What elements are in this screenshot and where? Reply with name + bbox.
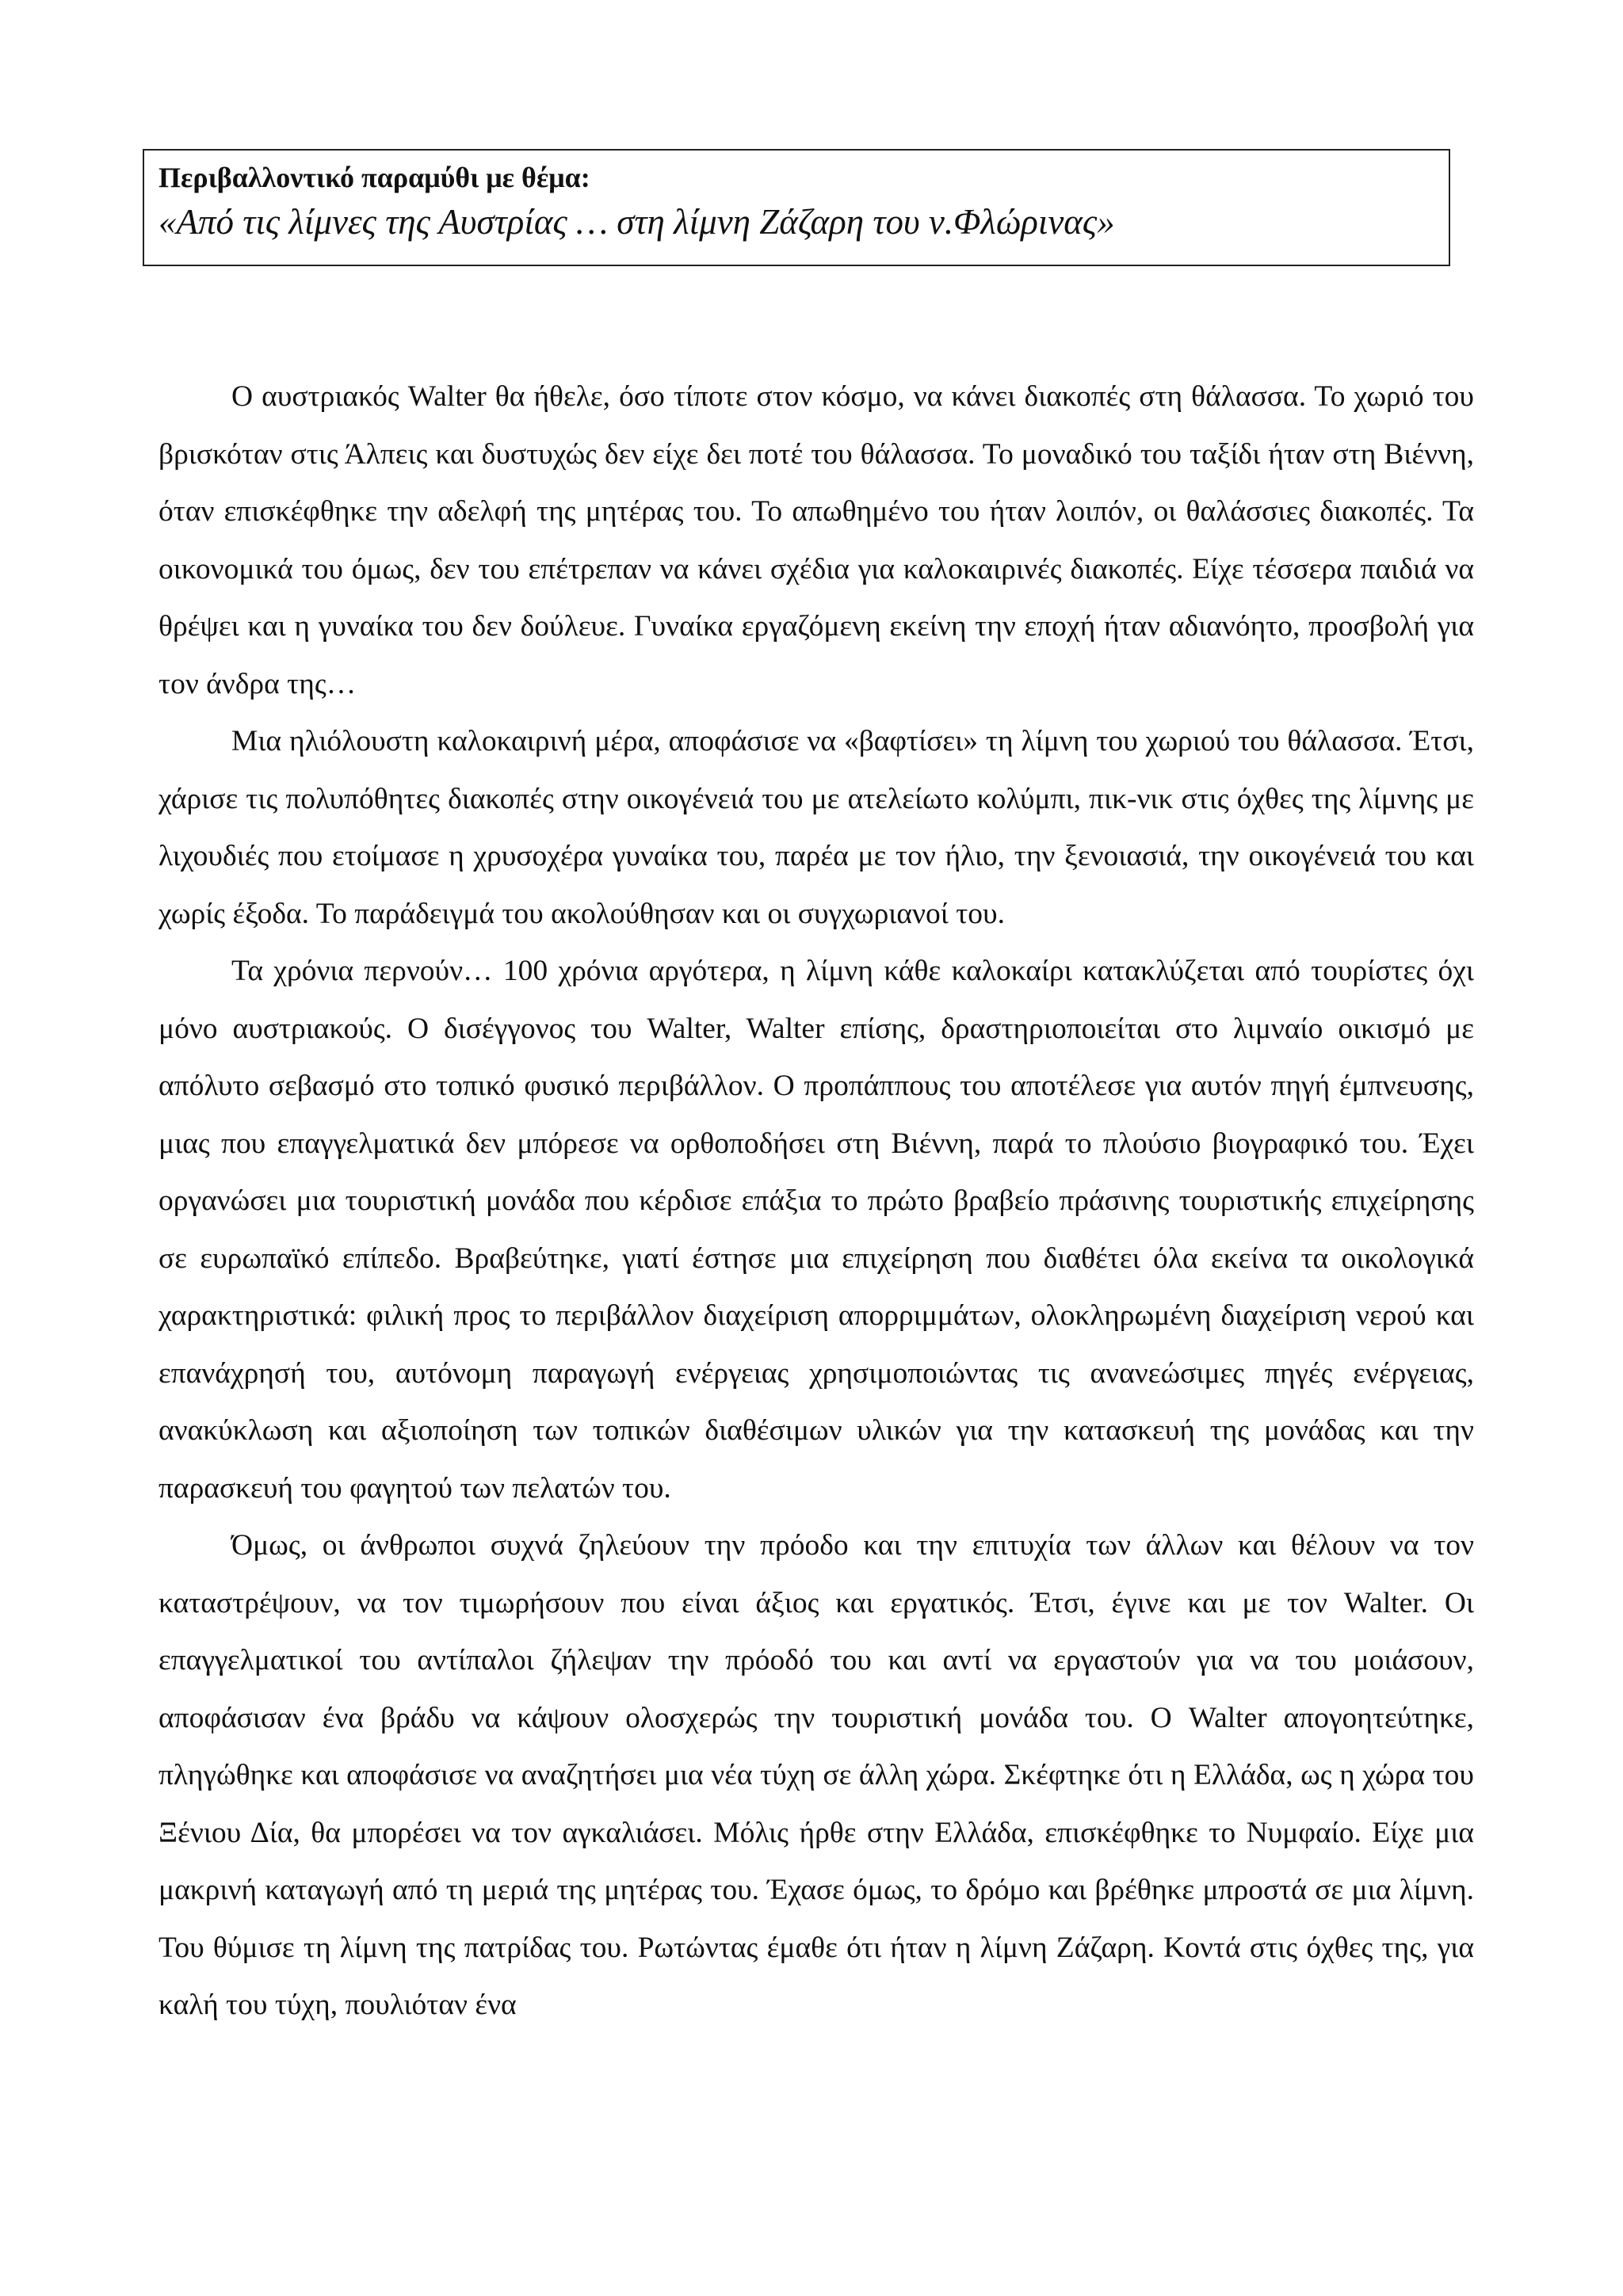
paragraph-2: Μια ηλιόλουστη καλοκαιρινή μέρα, αποφάσισε να «βαφτίσει» τη λίμνη του χωριού του θάλασσα. Έτσι, χάρισε τις πολυπόθητες διακοπές στην οικογένειά του με ατελείωτο κολύμπι, πικ-νικ στις όχθες της λίμνης με λιχουδιές που ετοίμασε η χρυσοχέρα γυναίκα του, παρέα με τον ήλιο, την ξενοιασιά, την οικογένειά του και χωρίς έξοδα. Το παράδειγμά του ακολούθησαν και οι συγχωριανοί του. [158,725,1474,930]
story-body [158,368,1474,2035]
paragraph-3: Τα χρόνια περνούν… 100 χρόνια αργότερα, η λίμνη κάθε καλοκαίρι κατακλύζεται από τουρίστες όχι μόνο αυστριακούς. Ο δισέγγονος του Walter, Walter επίσης, δραστηριοποιείται στο λιμναίο οικισμό με απόλυτο σεβασμό στο τοπικό φυσικό περιβάλλον. Ο προπάππους του αποτέλεσε για αυτόν πηγή έμπνευσης, μιας που επαγγελματικά δεν μπόρεσε να ορθοποδήσει στη Βιέννη, παρά το πλούσιο βιογραφικό του. Έχει οργανώσει μια τουριστική μονάδα που κέρδισε επάξια το πρώτο βραβείο πράσινης τουριστικής επιχείρησης σε ευρωπαϊκό επίπεδο. Βραβεύτηκε, γιατί έστησε μια επιχείρηση που διαθέτει όλα εκείνα τα οικολογικά χαρακτηριστικά: φιλική προς το περιβάλλον διαχείριση απορριμμάτων, ολοκληρωμένη διαχείριση νερού και επανάχρησή του, αυτόνομη παραγωγή ενέργειας χρησιμοποιώντας τις ανανεώσιμες πηγές ενέργειας, ανακύκλωση και αξιοποίηση των τοπικών διαθέσιμων υλικών για την κατασκευή της μονάδας και την παρασκευή του φαγητού των πελατών του. [158,955,1474,1505]
title-box [143,149,1450,266]
paragraph-4: Όμως, οι άνθρωποι συχνά ζηλεύουν την πρόοδο και την επιτυχία των άλλων και θέλουν να τον καταστρέψουν, να τον τιμωρήσουν που είναι άξιος και εργατικός. Έτσι, έγινε και με τον Walter. Οι επαγγελματικοί του αντίπαλοι ζήλεψαν την πρόοδό του και αντί να εργαστούν για να του μοιάσουν, αποφάσισαν ένα βράδυ να κάψουν ολοσχερώς την τουριστική μονάδα του. Ο Walter απογοητεύτηκε, πληγώθηκε και αποφάσισε να αναζητήσει μια νέα τύχη σε άλλη χώρα. Σκέφτηκε ότι η Ελλάδα, ως η χώρα του Ξένιου Δία, θα μπορέσει να τον αγκαλιάσει. Μόλις ήρθε στην Ελλάδα, επισκέφθηκε το Νυμφαίο. Είχε μια μακρινή καταγωγή από τη μεριά της μητέρας του. Έχασε όμως, το δρόμο και βρέθηκε μπροστά σε μια λίμνη. Του θύμισε τη λίμνη της πατρίδας του. Ρωτώντας έμαθε ότι ήταν η λίμνη Ζάζαρη. Κοντά στις όχθες της, για καλή του τύχη, πουλιόταν ένα [158,1529,1474,2021]
story-title: «Από τις λίμνες της Αυστρίας … στη λίμνη Ζάζαρη του ν.Φλώρινας» [158,202,1115,242]
title-label: Περιβαλλοντικό παραμύθι με θέμα: [158,162,590,193]
paragraph-1: Ο αυστριακός Walter θα ήθελε, όσο τίποτε στον κόσμο, να κάνει διακοπές στη θάλασσα. Το χωριό του βρισκόταν στις Άλπεις και δυστυχώς δεν είχε δει ποτέ του θάλασσα. Το μοναδικό του ταξίδι ήταν στη Βιέννη, όταν επισκέφθηκε την αδελφή της μητέρας του. Το απωθημένο του ήταν λοιπόν, οι θαλάσσιες διακοπές. Τα οικονομικά του όμως, δεν του επέτρεπαν να κάνει σχέδια για καλοκαιρινές διακοπές. Είχε τέσσερα παιδιά να θρέψει και η γυναίκα του δεν δούλευε. Γυναίκα εργαζόμενη εκείνη την εποχή ήταν αδιανόητο, προσβολή για τον άνδρα της… [158,380,1474,700]
